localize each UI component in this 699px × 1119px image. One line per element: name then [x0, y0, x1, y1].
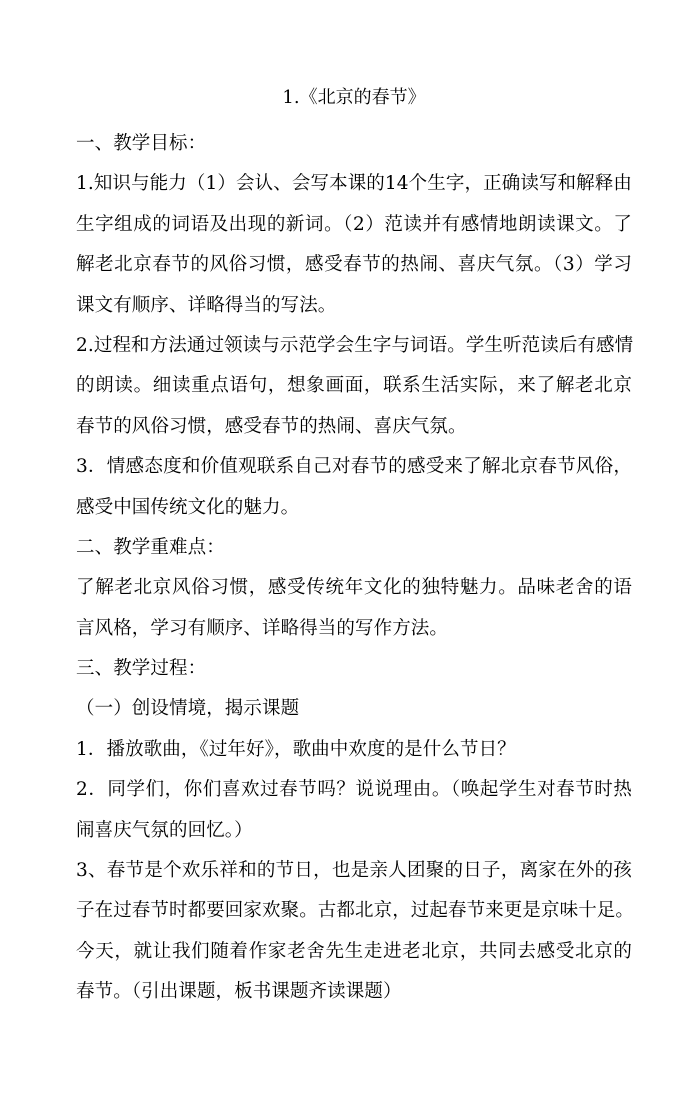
text-line: 三、教学过程： [76, 658, 207, 680]
text-line: 课文有顺序、详略得当的写法。 [76, 294, 337, 316]
text-line: 的朗读。细读重点语句，想象画面，联系生活实际，来了解老北京 [76, 375, 632, 397]
text-line: 2.过程和方法通过领读与示范学会生字与词语。学生听范读后有感情 [76, 334, 634, 356]
text-line: 了解老北京风俗习惯，感受传统年文化的独特魅力。品味老舍的语 [76, 577, 632, 599]
text-line: 子在过春节时都要回家欢聚。古都北京，过起春节来更是京味十足。 [76, 900, 635, 922]
text-line: 2．同学们，你们喜欢过春节吗？说说理由。（唤起学生对春节时热 [76, 779, 632, 801]
text-line: 闹喜庆气氛的回忆。） [76, 819, 253, 841]
text-line: 1.知识与能力（1）会认、会写本课的14个生字，正确读写和解释由 [76, 173, 632, 195]
text-line: 生字组成的词语及出现的新词。（2）范读并有感情地朗读课文。了 [76, 213, 632, 235]
text-line: 二、教学重难点： [76, 536, 225, 558]
text-line: 今天，就让我们随着作家老舍先生走进老北京，共同去感受北京的 [76, 940, 632, 962]
text-line: 3、春节是个欢乐祥和的节日，也是亲人团聚的日子，离家在外的孩 [76, 860, 632, 882]
text-line: 解老北京春节的风俗习惯，感受春节的热闹、喜庆气氛。（3）学习 [76, 254, 632, 276]
lesson-title: 1.《北京的春节》 [282, 87, 426, 108]
text-line: 3．情感态度和价值观联系自己对春节的感受来了解北京春节风俗， [76, 456, 632, 478]
text-line: 春节的风俗习惯，感受春节的热闹、喜庆气氛。 [76, 415, 467, 437]
text-line: 言风格，学习有顺序、详略得当的写作方法。 [76, 617, 449, 639]
text-line: 感受中国传统文化的魅力。 [76, 496, 300, 518]
text-line: （一）创设情境，揭示课题 [76, 698, 300, 720]
text-line: 一、教学目标： [76, 133, 207, 154]
text-line: 春节。（引出课题，板书课题齐读课题） [76, 981, 402, 1003]
document-page [76, 80, 635, 1013]
document-body [76, 124, 635, 1013]
text-line: 1．播放歌曲，《过年好》，歌曲中欢度的是什么节日？ [76, 738, 516, 760]
